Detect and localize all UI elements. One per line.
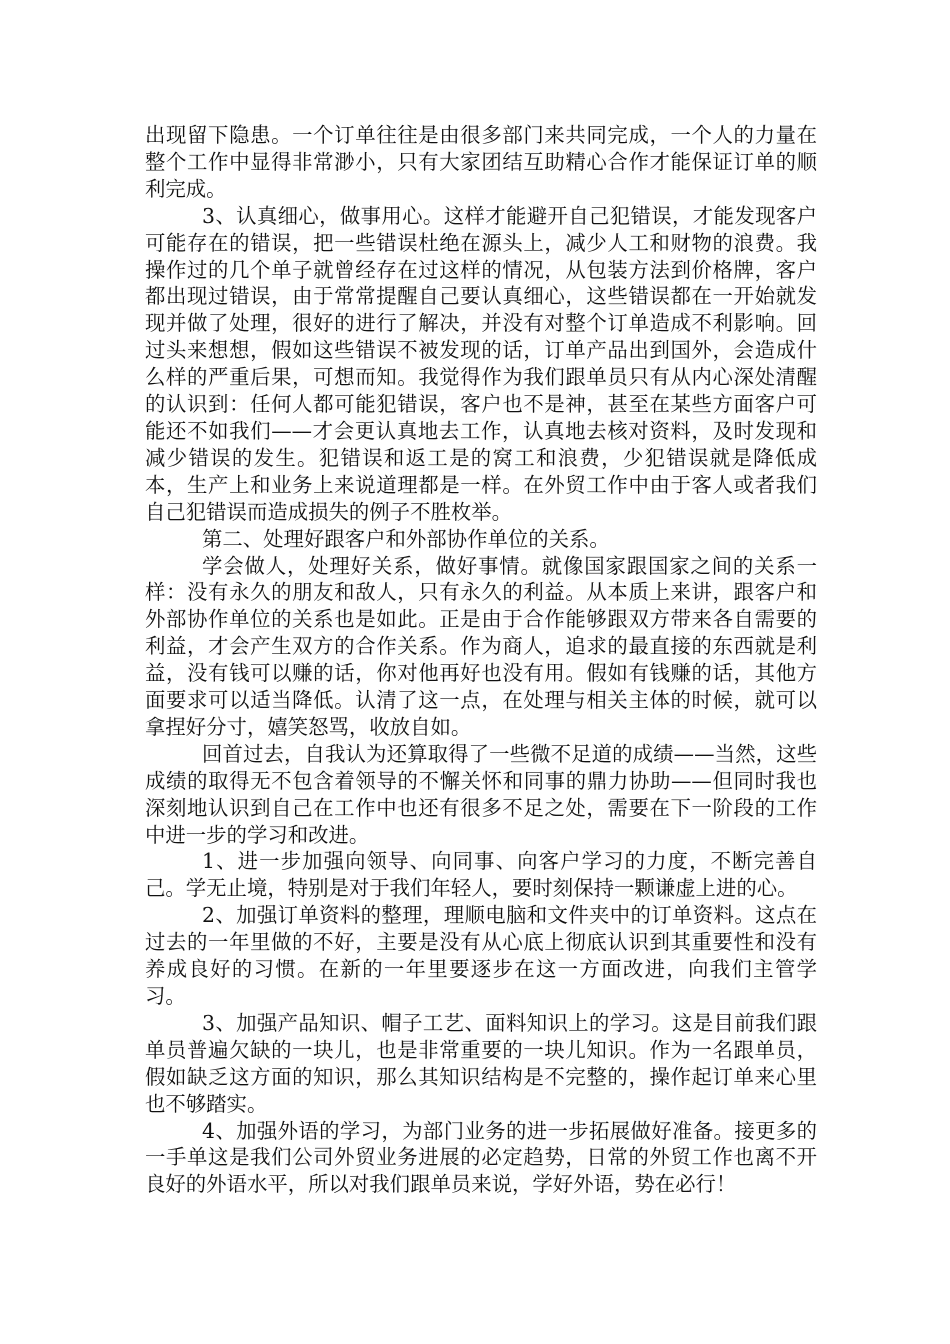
paragraph-8: 3、加强产品知识、帽子工艺、面料知识上的学习。这是目前我们跟单员普遍欠缺的一块儿，也是非常重要的一块儿知识。作为一名跟单员，假如缺乏这方面的知识，那么其知识结构是不完整的，操作起订单来心里也不够踏实。	[145, 1010, 817, 1116]
paragraph-9: 4、加强外语的学习，为部门业务的进一步拓展做好准备。接更多的一手单这是我们公司外贸业务进展的必定趋势，日常的外贸工作也离不开良好的外语水平，所以对我们跟单员来说，学好外语，势在必行！	[145, 1118, 817, 1197]
paragraph-7: 2、加强订单资料的整理，理顺电脑和文件夹中的订单资料。这点在过去的一年里做的不好，主要是没有从心底上彻底认识到其重要性和没有养成良好的习惯。在新的一年里要逐步在这一方面改进，向我们主管学习。	[145, 903, 817, 1008]
paragraph-1: 出现留下隐患。一个订单往往是由很多部门来共同完成，一个人的力量在整个工作中显得非常渺小，只有大家团结互助精心合作才能保证订单的顺利完成。	[145, 123, 817, 201]
paragraph-4: 学会做人，处理好关系，做好事情。就像国家跟国家之间的关系一样：没有永久的朋友和敌人，只有永久的利益。从本质上来讲，跟客户和外部协作单位的关系也是如此。正是由于合作能够跟双方带来各自需要的利益，才会产生双方的合作关系。作为商人，追求的最直接的东西就是利益，没有钱可以赚的话，你对他再好也没有用。假如有钱赚的话，其他方面要求可以适当降低。认清了这一点，在处理与相关主体的时候，就可以拿捏好分寸，嬉笑怒骂，收放自如。	[145, 553, 817, 739]
document-body	[145, 122, 817, 1198]
paragraph-6: 1、进一步加强向领导、向同事、向客户学习的力度，不断完善自己。学无止境，特别是对于我们年轻人，要时刻保持一颗谦虚上进的心。	[145, 849, 817, 901]
paragraph-3: 第二、处理好跟客户和外部协作单位的关系。	[202, 526, 610, 551]
paragraph-2: 3、认真细心，做事用心。这样才能避开自己犯错误，才能发现客户可能存在的错误，把一些错误杜绝在源头上，减少人工和财物的浪费。我操作过的几个单子就曾经存在过这样的情况，从包装方法到价格牌，客户都出现过错误，由于常常提醒自己要认真细心，这些错误都在一开始就发现并做了处理，很好的进行了解决，并没有对整个订单造成不利影响。回过头来想想，假如这些错误不被发现的话，订单产品出到国外，会造成什么样的严重后果，可想而知。我觉得作为我们跟单员只有从内心深处清醒的认识到：任何人都可能犯错误，客户也不是神，甚至在某些方面客户可能还不如我们——才会更认真地去工作，认真地去核对资料，及时发现和减少错误的发生。犯错误和返工是的窝工和浪费，少犯错误就是降低成本，生产上和业务上来说道理都是一样。在外贸工作中由于客人或者我们自己犯错误而造成损失的例子不胜枚举。	[145, 203, 817, 524]
paragraph-5: 回首过去，自我认为还算取得了一些微不足道的成绩——当然，这些成绩的取得无不包含着领导的不懈关怀和同事的鼎力协助——但同时我也深刻地认识到自己在工作中也还有很多不足之处，需要在下一阶段的工作中进一步的学习和改进。	[145, 741, 817, 847]
